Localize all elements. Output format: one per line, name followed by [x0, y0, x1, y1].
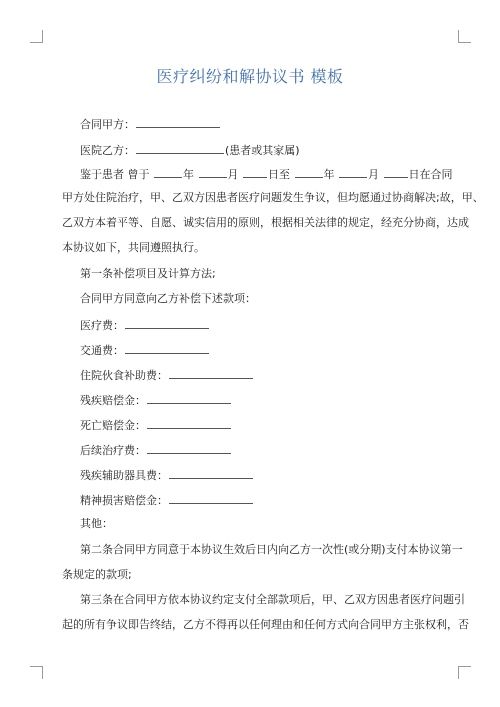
item-label: 后续治疗费： — [80, 444, 146, 457]
item-follow-up — [80, 442, 232, 458]
item-label: 医疗费： — [80, 319, 124, 332]
item-meal — [80, 367, 254, 383]
intro-line-2: 甲方处住院治疗，甲、乙双方因患者医疗问题发生争议，但均愿通过协商解决;故，甲、 — [62, 191, 484, 204]
party-b-blank[interactable] — [136, 142, 224, 154]
year-label: 年 — [183, 168, 194, 181]
item-label: 交通费： — [80, 344, 124, 357]
year-label: 年 — [323, 168, 335, 181]
party-b-line — [80, 142, 300, 158]
start-year-blank[interactable] — [154, 166, 182, 178]
intro-line-4: 本协议如下，共同遵照执行。 — [62, 241, 205, 254]
document-title: 医疗纠纷和解协议书 模板 — [156, 67, 344, 86]
party-b-note: (患者或其家属) — [225, 144, 300, 157]
crop-mark-top-right — [458, 30, 471, 43]
article-1-title: 第一条补偿项目及计算方法; — [80, 267, 216, 280]
day-at-label: 日在合同 — [408, 168, 453, 181]
end-month-blank[interactable] — [339, 166, 367, 178]
article-1-intro: 合同甲方同意向乙方补偿下述款项： — [80, 292, 256, 305]
meal-allowance-blank[interactable] — [169, 367, 253, 379]
party-a-line — [80, 116, 221, 132]
party-b-label: 医院乙方： — [80, 144, 135, 157]
disability-compensation-blank[interactable] — [147, 392, 231, 404]
follow-up-fee-blank[interactable] — [147, 442, 231, 454]
item-disability — [80, 392, 232, 408]
item-death — [80, 417, 232, 433]
month-label: 月 — [368, 168, 379, 181]
party-a-label: 合同甲方： — [80, 118, 135, 131]
intro-line-1 — [80, 166, 453, 182]
article-2-line-2: 条规定的款项; — [62, 568, 132, 581]
start-month-blank[interactable] — [199, 166, 227, 178]
item-label: 残疾赔偿金： — [80, 394, 146, 407]
end-year-blank[interactable] — [295, 166, 323, 178]
crop-mark-top-left — [30, 30, 43, 43]
start-day-blank[interactable] — [243, 166, 267, 178]
article-3-line-2: 起的所有争议即告终结，乙方不得再以任何理由和任何方式向合同甲方主张权利，否 — [62, 618, 469, 631]
item-label: 死亡赔偿金： — [80, 419, 146, 432]
article-3-line-1: 第三条在合同甲方依本协议约定支付全部款项后，甲、乙双方因患者医疗问题引 — [80, 593, 465, 606]
item-label: 住院伙食补助费： — [80, 369, 168, 382]
transport-fee-blank[interactable] — [125, 342, 209, 354]
intro-text: 鉴于患者 曾于 — [80, 168, 150, 181]
crop-mark-bottom-left — [30, 666, 43, 679]
intro-line-3: 乙双方本着平等、自愿、诚实信用的原则，根据相关法律的规定，经充分协商，达成 — [62, 216, 469, 229]
item-medical — [80, 317, 210, 333]
end-day-blank[interactable] — [384, 166, 408, 178]
month-label: 月 — [227, 168, 239, 181]
article-2-line-1: 第二条合同甲方同意于本协议生效后日内向乙方一次性(或分期)支付本协议第一 — [80, 543, 463, 556]
item-transport — [80, 342, 210, 358]
death-compensation-blank[interactable] — [147, 417, 231, 429]
medical-fee-blank[interactable] — [125, 317, 209, 329]
aids-fee-blank[interactable] — [169, 467, 253, 479]
item-mental — [80, 492, 254, 508]
item-label: 残疾辅助器具费： — [80, 469, 168, 482]
party-a-blank[interactable] — [136, 116, 220, 128]
item-label: 精神损害赔偿金： — [80, 494, 168, 507]
crop-mark-bottom-right — [458, 666, 471, 679]
item-aids — [80, 467, 254, 483]
day-to-label: 日至 — [268, 168, 290, 181]
mental-damage-blank[interactable] — [169, 492, 253, 504]
item-other: 其他： — [80, 517, 113, 530]
